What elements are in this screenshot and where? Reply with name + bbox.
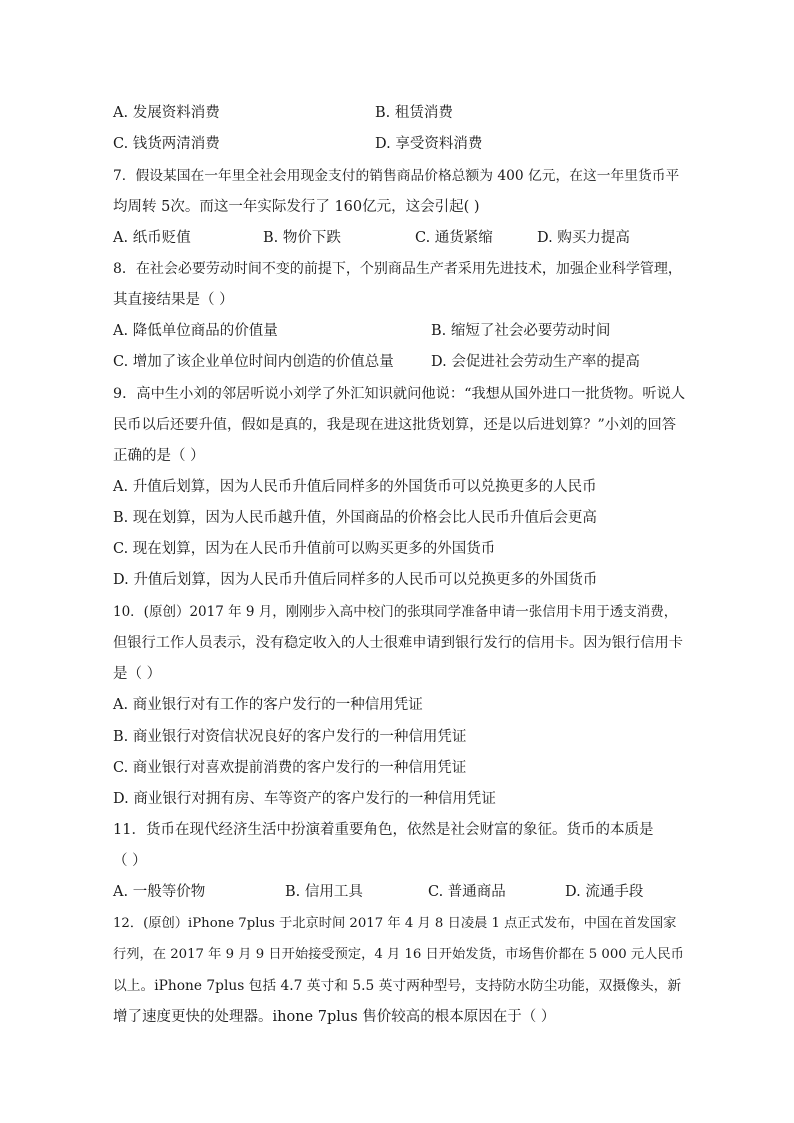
- q10-stem-line-3: 是（ ）: [113, 666, 162, 682]
- q10-option-c: C. 商业银行对喜欢提前消费的客户发行的一种信用凭证: [113, 760, 467, 776]
- q11-option-d: D. 流通手段: [565, 884, 644, 900]
- q9-option-a: A. 升值后划算，因为人民币升值后同样多的外国货币可以兑换更多的人民币: [113, 479, 597, 495]
- q9-stem-line-2: 民币以后还要升值，假如是真的，我是现在进这批货划算，还是以后进划算？”小刘的回答: [113, 417, 677, 433]
- q11-stem-line-1: 11．货币在现代经济生活中扮演着重要角色，依然是社会财富的象征。货币的本质是: [113, 822, 654, 838]
- q12-stem-line-2: 行列，在 2017 年 9 月 9 日开始接受预定，4 月 16 日开始发货，市场售价都在 5 000 元人民币: [113, 947, 684, 962]
- q8-option-c: C. 增加了该企业单位时间内创造的价值总量: [113, 354, 394, 370]
- q10-option-b: B. 商业银行对资信状况良好的客户发行的一种信用凭证: [113, 729, 467, 745]
- q10-stem-line-2: 但银行工作人员表示，没有稳定收入的人士很难申请到银行发行的信用卡。因为银行信用卡: [113, 635, 684, 651]
- q9-option-c: C. 现在划算，因为在人民币升值前可以购买更多的外国货币: [113, 541, 496, 557]
- q7-option-c: C. 通货紧缩: [415, 230, 493, 246]
- q11-option-c: C. 普通商品: [428, 884, 506, 900]
- q12-stem-line-1: 12．(原创）iPhone 7plus 于北京时间 2017 年 4 月 8 日凌晨 1 点正式发布，中国在首发国家: [113, 916, 677, 931]
- q7-option-b: B. 物价下跌: [263, 230, 341, 246]
- q7-option-a: A. 纸币贬值: [113, 230, 191, 246]
- q9-option-d: D. 升值后划算，因为人民币升值后同样多的人民币可以兑换更多的外国货币: [113, 572, 598, 588]
- q9-option-b: B. 现在划算，因为人民币越升值，外国商品的价格会比人民币升值后会更高: [113, 510, 597, 526]
- q6-option-c: C. 钱货两清消费: [113, 136, 220, 152]
- q6-option-a: A. 发展资料消费: [113, 105, 220, 121]
- q6-option-d: D. 享受资料消费: [375, 136, 483, 152]
- q8-option-a: A. 降低单位商品的价值量: [113, 323, 278, 339]
- q8-option-b: B. 缩短了社会必要劳动时间: [431, 323, 611, 339]
- q9-stem-line-1: 9．高中生小刘的邻居听说小刘学了外汇知识就问他说：“我想从国外进口一批货物。听说人: [113, 386, 686, 402]
- q10-option-a: A. 商业银行对有工作的客户发行的一种信用凭证: [113, 697, 423, 713]
- q11-option-b: B. 信用工具: [285, 884, 363, 900]
- q11-option-a: A. 一般等价物: [113, 884, 206, 900]
- q7-stem-line-2: 均周转 5次。而这一年实际发行了 160亿元，这会引起( ): [113, 199, 480, 215]
- q11-stem-line-2: （ ）: [113, 853, 147, 869]
- q12-stem-line-3: 以上。iPhone 7plus 包括 4.7 英寸和 5.5 英寸两种型号，支持防水防尘功能，双摄像头，新: [113, 978, 682, 994]
- q12-stem-line-4: 增了速度更快的处理器。ihone 7plus 售价较高的根本原因在于（ ）: [113, 1009, 556, 1025]
- q10-stem-line-1: 10．(原创）2017 年 9 月，刚刚步入高中校门的张琪同学准备申请一张信用卡用于透支消费，: [113, 604, 678, 620]
- q8-stem-line-2: 其直接结果是（ ）: [113, 292, 234, 308]
- q7-stem-line-1: 7．假设某国在一年里全社会用现金支付的销售商品价格总额为 400 亿元，在这一年里货币平: [113, 168, 680, 184]
- q6-option-b: B. 租赁消费: [375, 105, 453, 121]
- q9-stem-line-3: 正确的是（ ）: [113, 448, 205, 464]
- q10-option-d: D. 商业银行对拥有房、车等资产的客户发行的一种信用凭证: [113, 791, 496, 807]
- q8-stem-line-1: 8．在社会必要劳动时间不变的前提下，个别商品生产者采用先进技术，加强企业科学管理，: [113, 261, 682, 277]
- q8-option-d: D. 会促进社会劳动生产率的提高: [431, 354, 640, 370]
- q7-option-d: D. 购买力提高: [537, 230, 630, 246]
